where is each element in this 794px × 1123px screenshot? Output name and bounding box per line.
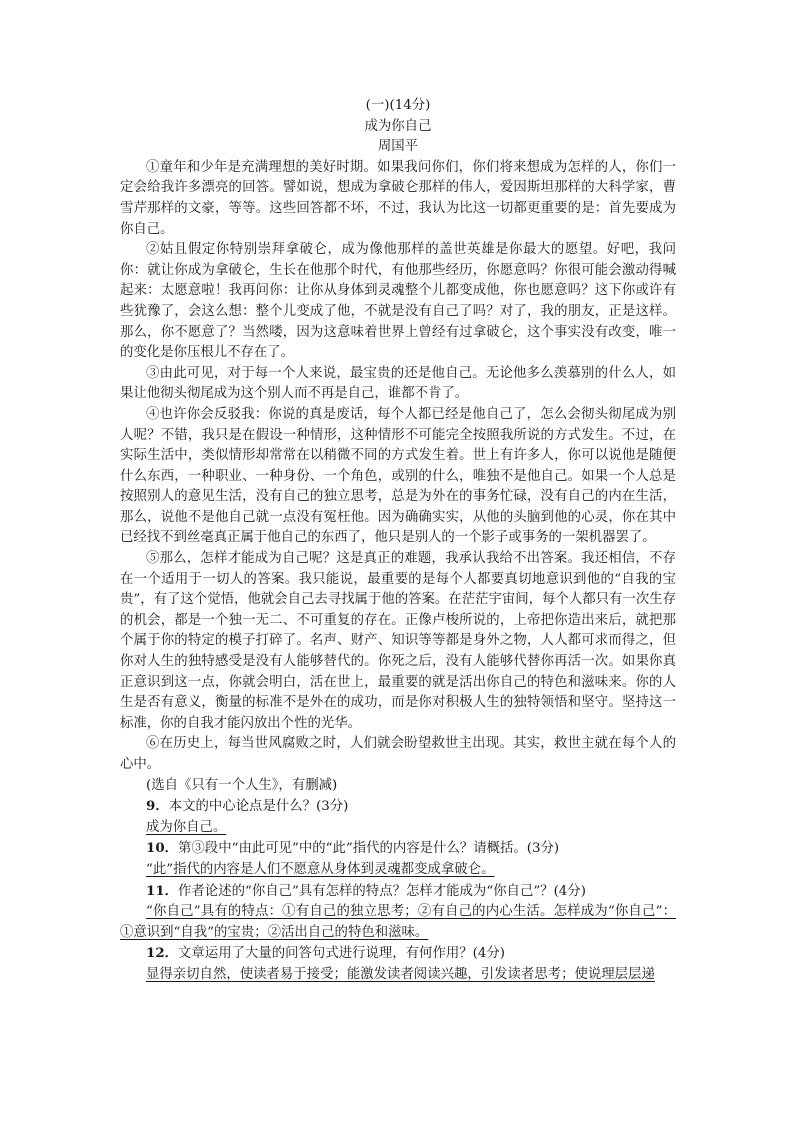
paragraph-4: ④也许你会反驳我：你说的真是废话，每个人都已经是他自己了，怎么会彻头彻尾成为别人呢？不错，我只是在假设一种情形，这种情形不可能完全按照我所说的方式发生。不过，在实际生活中，类似情形却常常在以稍微不同的方式发生着。世上有许多人，你可以说他是随便什么东西，一种职业、一种身份、一个角色，或别的什么，唯独不是他自己。如果一个人总是按照别人的意见生活，没有自己的独立思考，总是为外在的事务忙碌，没有自己的内在生活，那么，说他不是他自己就一点没有冤枉他。因为确确实实，从他的头脑到他的心灵，你在其中已经找不到丝毫真正属于他自己的东西了，他只是别人的一个影子或事务的一架机器罢了。: [120, 406, 676, 546]
question-text: 第③段中“由此可见”中的“此”指代的内容是什么？请概括。(3分): [178, 841, 560, 857]
paragraph-3: ③由此可见，对于每一个人来说，最宝贵的还是他自己。无论他多么羡慕别的什么人，如果让他彻头彻尾成为这个别人而不再是自己，谁都不肯了。: [120, 365, 676, 402]
question-number: 10．: [146, 840, 179, 857]
article-author: 周国平: [377, 139, 419, 155]
section-heading: (一)(14分): [365, 98, 431, 113]
paragraph-6: ⑥在历史上，每当世风腐败之时，人们就会盼望救世主出现。其实，救世主就在每个人的心中。: [120, 736, 676, 772]
answer-11: “你自己”具有的特点：①有自己的独立思考；②有自己的内心生活。怎样成为“你自己”：①意识到“自我”的宝贵；②活出自己的特色和滋味。: [120, 904, 676, 940]
paragraph-5: ⑤那么，怎样才能成为自己呢？这是真正的难题，我承认我给不出答案。我还相信，不存在一个适用于一切人的答案。我只能说，最重要的是每个人都要真切地意识到他的“自我的宝贵”，有了这个觉悟，他就会自己去寻找属于他的答案。在茫茫宇宙间，每个人都只有一次生存的机会，都是一个独一无二、不可重复的存在。正像卢梭所说的，上帝把你造出来后，就把那个属于你的特定的模子打碎了。名声、财产、知识等等都是身外之物，人人都可求而得之，但你对人生的独特感受是没有人能够替代的。你死之后，没有人能够代替你再活一次。如果你真正意识到这一点，你就会明白，活在世上，最重要的就是活出你自己的特色和滋味来。你的人生是否有意义，衡量的标准不是外在的成功，而是你对积极人生的独特领悟和坚守。坚持这一标准，你的自我才能闪放出个性的光华。: [120, 551, 676, 731]
question-number: 11．: [146, 882, 179, 899]
article-title: 成为你自己: [364, 118, 432, 134]
answer-12: 显得亲切自然，使读者易于接受；能激发读者阅读兴趣，引发读者思考；使说理层层递: [146, 966, 655, 982]
question-12: [120, 943, 676, 965]
question-10: [120, 838, 676, 860]
answer-10: “此”指代的内容是人们不愿意从身体到灵魂都变成拿破仑。: [146, 861, 495, 877]
paragraph-1: ①童年和少年是充满理想的美好时期。如果我问你们，你们将来想成为怎样的人，你们一定会给我许多漂亮的回答。譬如说，想成为拿破仑那样的伟人，爱因斯坦那样的大科学家，曹雪芹那样的文豪，等等。这些回答都不坏，不过，我认为比这一切都更重要的是：首先要成为你自己。: [120, 159, 676, 237]
question-text: 作者论述的“你自己”具有怎样的特点？怎样才能成为“你自己”？(4分): [178, 883, 586, 899]
document-page: [120, 96, 676, 986]
question-9: [120, 796, 676, 818]
paragraph-2: ②姑且假定你特别崇拜拿破仑，成为像他那样的盖世英雄是你最大的愿望。好吧，我问你：就让你成为拿破仑，生长在他那个时代，有他那些经历，你愿意吗？你很可能会激动得喊起来：太愿意啦！我再问你：让你从身体到灵魂整个儿都变成他，你也愿意吗？这下你或许有些犹豫了，会这么想：整个儿变成了他，不就是没有自己了吗？对了，我的朋友，正是这样。那么，你不愿意了？当然喽，因为这意味着世界上曾经有过拿破仑，这个事实没有改变，唯一的变化是你压根儿不存在了。: [120, 242, 676, 361]
question-11: [120, 881, 676, 903]
source-note: (选自《只有一个人生》，有删减): [146, 777, 338, 793]
answer-9: 成为你自己。: [146, 819, 227, 835]
question-number: 12．: [146, 945, 179, 962]
question-text: 本文的中心论点是什么？(3分): [168, 799, 349, 815]
question-text: 文章运用了大量的问答句式进行说理，有何作用？(4分): [178, 946, 505, 962]
question-number: 9．: [146, 798, 169, 815]
